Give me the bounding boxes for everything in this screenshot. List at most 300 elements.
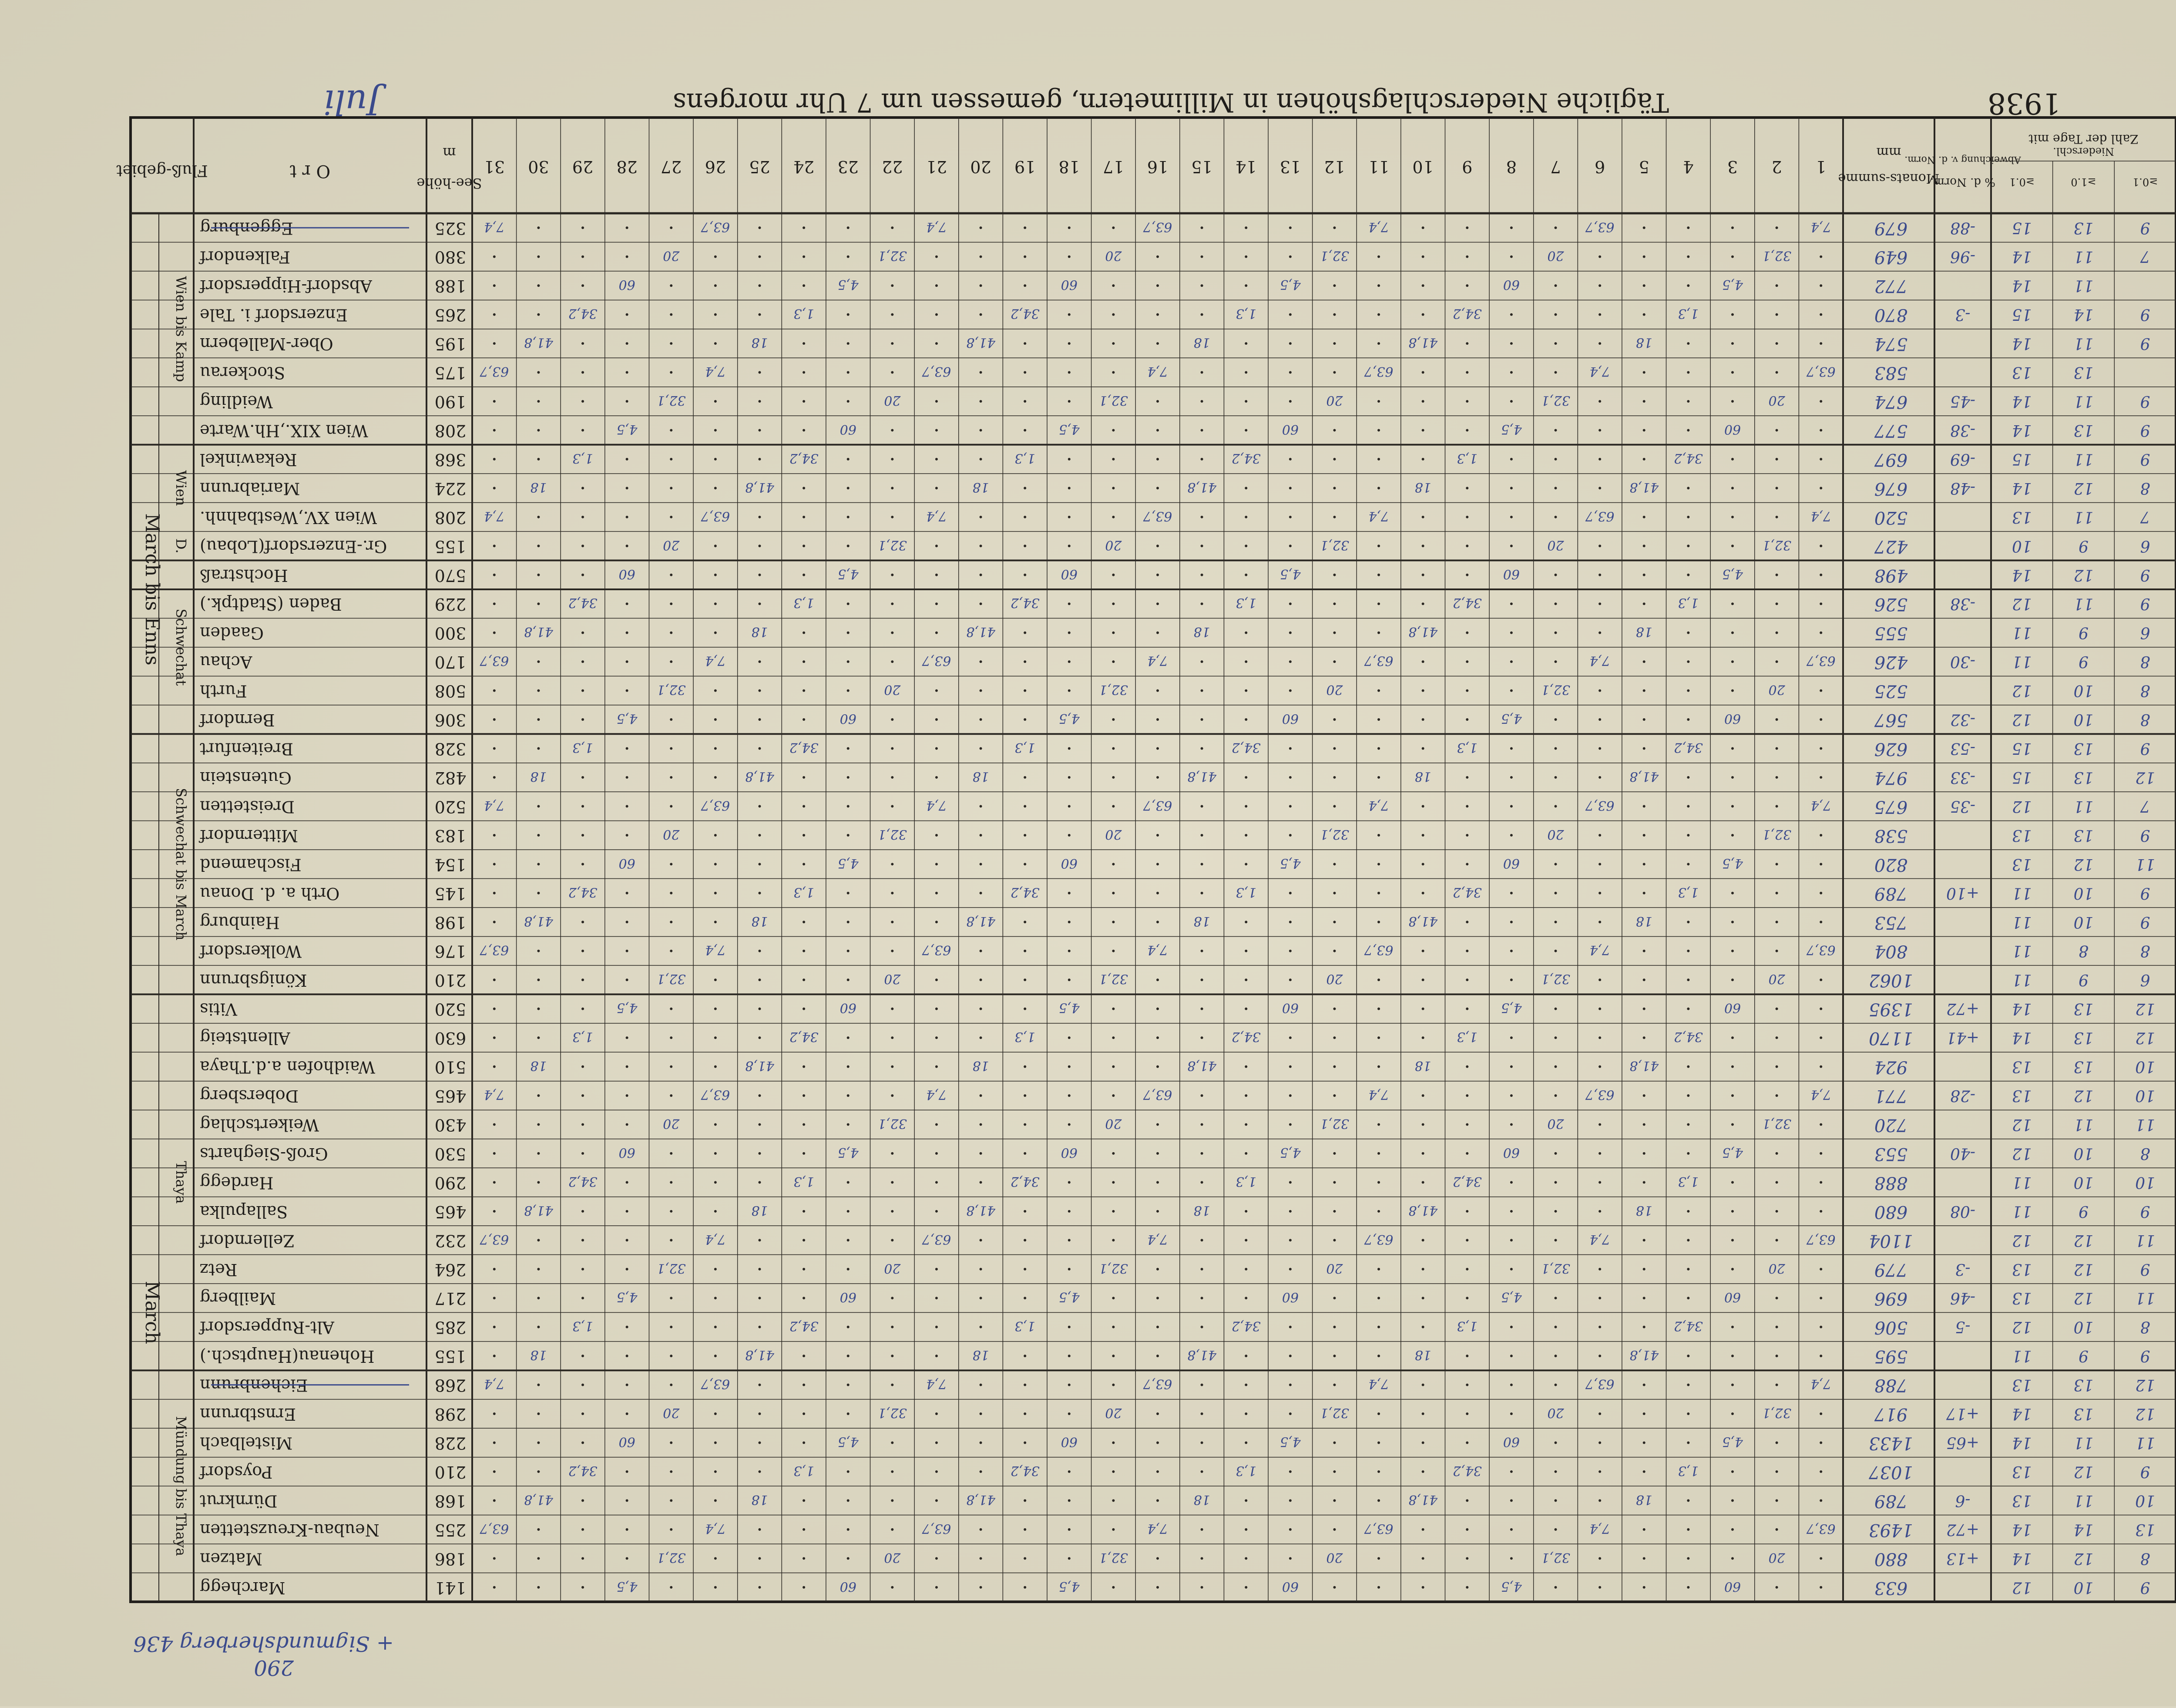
empty-cell-dot — [1687, 1441, 1689, 1444]
empty-cell-dot — [1555, 1008, 1557, 1010]
day-count: 9 — [2140, 739, 2150, 757]
daily-value: 18 — [1414, 1058, 1431, 1073]
empty-cell-dot — [714, 1355, 717, 1357]
empty-cell-dot — [670, 1586, 672, 1589]
daily-value: 1,3 — [572, 1029, 593, 1045]
monthly-sum: 720 — [1874, 1115, 1908, 1135]
empty-cell-dot — [758, 892, 761, 894]
empty-cell-dot — [1377, 458, 1380, 461]
empty-cell-dot — [1466, 632, 1468, 634]
daily-value: 4,5 — [1058, 1289, 1080, 1305]
empty-cell-dot — [493, 921, 496, 923]
empty-cell-dot — [1024, 1412, 1026, 1415]
empty-cell-dot — [537, 371, 540, 374]
daily-value: 34,2 — [1673, 450, 1703, 466]
empty-cell-dot — [1687, 284, 1689, 287]
empty-cell-dot — [1112, 632, 1115, 634]
empty-cell-dot — [1555, 1384, 1557, 1386]
empty-cell-dot — [891, 342, 893, 345]
daily-value: 32,1 — [1320, 1116, 1349, 1131]
empty-cell-dot — [803, 1499, 805, 1502]
empty-cell-dot — [1466, 660, 1468, 663]
daily-value: 20 — [1326, 1550, 1343, 1565]
empty-cell-dot — [1201, 429, 1203, 431]
empty-cell-dot — [493, 1355, 496, 1357]
empty-cell-dot — [1820, 574, 1822, 576]
empty-cell-dot — [891, 718, 893, 721]
day-count: 9 — [2079, 971, 2089, 989]
station-name: Ernstbrunn — [200, 1405, 296, 1424]
empty-cell-dot — [1201, 660, 1203, 663]
day-count: 9 — [2140, 826, 2150, 844]
empty-cell-dot — [1156, 1412, 1159, 1415]
daily-value: 32,1 — [877, 826, 907, 842]
empty-cell-dot — [1289, 1239, 1292, 1241]
empty-cell-dot — [537, 834, 540, 837]
empty-cell-dot — [1422, 689, 1424, 692]
empty-cell-dot — [1776, 1094, 1778, 1097]
daily-value: 41,8 — [966, 1202, 995, 1218]
daily-value: 34,2 — [789, 450, 819, 466]
station-hoehe: 208 — [434, 421, 467, 440]
header-seehoehe: See-höhe — [416, 175, 482, 192]
empty-cell-dot — [1820, 1066, 1822, 1068]
daily-value: 7,4 — [1810, 1087, 1832, 1103]
station-hoehe: 300 — [434, 623, 467, 643]
empty-cell-dot — [1245, 950, 1247, 952]
monthly-sum: 626 — [1874, 739, 1908, 759]
empty-cell-dot — [1820, 1123, 1822, 1126]
daily-value: 32,1 — [1762, 1405, 1791, 1421]
empty-cell-dot — [1820, 1441, 1822, 1444]
empty-cell-dot — [1643, 1470, 1645, 1473]
empty-cell-dot — [891, 1326, 893, 1328]
header-day-2: 2 — [1771, 157, 1782, 176]
daily-value: 18 — [972, 768, 989, 784]
empty-cell-dot — [980, 1297, 982, 1299]
daily-value: 1,3 — [793, 1463, 814, 1478]
empty-cell-dot — [891, 1239, 893, 1241]
empty-cell-dot — [493, 747, 496, 750]
day-count: 12 — [2011, 797, 2032, 815]
day-count: 13 — [2011, 508, 2032, 526]
empty-cell-dot — [803, 1412, 805, 1415]
day-count: 11 — [2011, 971, 2032, 989]
empty-cell-dot — [1466, 545, 1468, 547]
daily-value: 63,7 — [1585, 508, 1615, 524]
empty-cell-dot — [1598, 256, 1601, 258]
daily-value: 20 — [663, 826, 680, 842]
empty-cell-dot — [1068, 256, 1071, 258]
daily-value: 34,2 — [568, 1173, 598, 1189]
daily-value: 32,1 — [1098, 393, 1128, 408]
empty-cell-dot — [1687, 1268, 1689, 1271]
day-count: 9 — [2140, 334, 2150, 353]
empty-cell-dot — [493, 1008, 496, 1010]
day-count: 12 — [2073, 1231, 2094, 1249]
empty-cell-dot — [581, 1499, 584, 1502]
empty-cell-dot — [1598, 1297, 1601, 1299]
empty-cell-dot — [1776, 284, 1778, 287]
empty-cell-dot — [1598, 1123, 1601, 1126]
empty-cell-dot — [537, 950, 540, 952]
empty-cell-dot — [980, 1326, 982, 1328]
daily-value: 63,7 — [480, 653, 509, 669]
empty-cell-dot — [1333, 863, 1336, 865]
empty-cell-dot — [1466, 371, 1468, 374]
station-hoehe: 325 — [434, 219, 467, 238]
empty-cell-dot — [935, 1066, 938, 1068]
empty-cell-dot — [1156, 776, 1159, 779]
empty-cell-dot — [1643, 516, 1645, 518]
empty-cell-dot — [670, 747, 672, 750]
page-title: Tägliche Niederschlagshöhen in Millimetern, gemessen um 7 Uhr morgens — [673, 87, 1669, 118]
empty-cell-dot — [581, 1528, 584, 1531]
empty-cell-dot — [1024, 1297, 1026, 1299]
daily-value: 34,2 — [1673, 1029, 1703, 1045]
empty-cell-dot — [581, 487, 584, 489]
empty-cell-dot — [1068, 1326, 1071, 1328]
daily-value: 18 — [530, 479, 547, 495]
day-count: 15 — [2011, 305, 2032, 323]
station-name: Breitenfurt — [200, 739, 293, 759]
empty-cell-dot — [1156, 1036, 1159, 1039]
day-count: 10 — [2073, 1173, 2094, 1191]
empty-cell-dot — [803, 1268, 805, 1271]
empty-cell-dot — [493, 863, 496, 865]
empty-cell-dot — [1598, 458, 1601, 461]
empty-cell-dot — [935, 487, 938, 489]
empty-cell-dot — [714, 689, 717, 692]
empty-cell-dot — [1289, 371, 1292, 374]
daily-value: 18 — [530, 1058, 547, 1073]
empty-cell-dot — [1643, 1586, 1645, 1589]
empty-cell-dot — [493, 429, 496, 431]
daily-value: 20 — [1105, 1405, 1122, 1421]
empty-cell-dot — [714, 1326, 717, 1328]
empty-cell-dot — [1377, 1412, 1380, 1415]
empty-cell-dot — [1156, 400, 1159, 403]
empty-cell-dot — [1731, 892, 1734, 894]
daily-value: 1,3 — [1014, 1029, 1036, 1045]
empty-cell-dot — [1687, 950, 1689, 952]
empty-cell-dot — [493, 1297, 496, 1299]
day-count: 9 — [2140, 392, 2150, 410]
empty-cell-dot — [1820, 863, 1822, 865]
empty-cell-dot — [803, 487, 805, 489]
empty-cell-dot — [493, 718, 496, 721]
empty-cell-dot — [1510, 1412, 1513, 1415]
empty-cell-dot — [1156, 1326, 1159, 1328]
station-name: Dobersberg — [200, 1086, 299, 1106]
empty-cell-dot — [803, 1152, 805, 1155]
empty-cell-dot — [1333, 313, 1336, 316]
empty-cell-dot — [1731, 834, 1734, 837]
empty-cell-dot — [670, 602, 672, 605]
daily-value: 18 — [1193, 1492, 1210, 1507]
daily-value: 32,1 — [1098, 971, 1128, 987]
empty-cell-dot — [1466, 1123, 1468, 1126]
empty-cell-dot — [714, 632, 717, 634]
empty-cell-dot — [891, 1528, 893, 1531]
empty-cell-dot — [935, 602, 938, 605]
day-count: 9 — [2140, 1347, 2150, 1365]
empty-cell-dot — [626, 313, 628, 316]
empty-cell-dot — [758, 660, 761, 663]
empty-cell-dot — [1598, 1441, 1601, 1444]
day-count: 13 — [2073, 1375, 2094, 1394]
empty-cell-dot — [714, 400, 717, 403]
empty-cell-dot — [1820, 487, 1822, 489]
day-count: 9 — [2140, 305, 2150, 323]
empty-cell-dot — [1422, 747, 1424, 750]
header-day-3: 3 — [1727, 157, 1738, 176]
empty-cell-dot — [847, 660, 850, 663]
empty-cell-dot — [803, 226, 805, 229]
empty-cell-dot — [1776, 1499, 1778, 1502]
empty-cell-dot — [847, 400, 850, 403]
station-name: Weidling — [200, 392, 273, 412]
empty-cell-dot — [1377, 1181, 1380, 1183]
day-count: 13 — [2073, 1057, 2094, 1076]
empty-cell-dot — [1820, 632, 1822, 634]
empty-cell-dot — [935, 1470, 938, 1473]
empty-cell-dot — [1068, 834, 1071, 837]
daily-value: 20 — [1768, 393, 1785, 408]
daily-value: 18 — [1414, 768, 1431, 784]
empty-cell-dot — [537, 1036, 540, 1039]
empty-cell-dot — [1333, 458, 1336, 461]
daily-value: 60 — [1503, 1434, 1520, 1449]
station-hoehe: 170 — [434, 652, 467, 672]
empty-cell-dot — [1333, 805, 1336, 807]
empty-cell-dot — [1245, 632, 1247, 634]
empty-cell-dot — [1643, 1326, 1645, 1328]
empty-cell-dot — [803, 805, 805, 807]
daily-value: 63,7 — [1806, 1520, 1836, 1536]
empty-cell-dot — [1245, 400, 1247, 403]
day-count: 14 — [2011, 999, 2032, 1018]
station-name: Stockerau — [200, 363, 285, 383]
empty-cell-dot — [1776, 458, 1778, 461]
empty-cell-dot — [1510, 834, 1513, 837]
empty-cell-dot — [1643, 1239, 1645, 1241]
empty-cell-dot — [1201, 950, 1203, 952]
day-count: 12 — [2011, 1318, 2032, 1336]
station-name: Vitis — [200, 999, 237, 1019]
empty-cell-dot — [626, 1181, 628, 1183]
empty-cell-dot — [1245, 1499, 1247, 1502]
empty-cell-dot — [1510, 342, 1513, 345]
daily-value: 63,7 — [1806, 653, 1836, 669]
header-day-27: 27 — [661, 157, 682, 176]
empty-cell-dot — [1156, 284, 1159, 287]
station-name: Dreistetten — [200, 797, 295, 817]
empty-cell-dot — [1289, 1355, 1292, 1357]
empty-cell-dot — [1555, 950, 1557, 952]
empty-cell-dot — [847, 1094, 850, 1097]
empty-cell-dot — [626, 660, 628, 663]
empty-cell-dot — [1466, 1152, 1468, 1155]
empty-cell-dot — [626, 1123, 628, 1126]
day-count: 15 — [2011, 450, 2032, 468]
empty-cell-dot — [1687, 863, 1689, 865]
station-name: Eichenbrunn — [200, 1375, 308, 1395]
empty-cell-dot — [980, 1008, 982, 1010]
day-count: 10 — [2073, 1144, 2094, 1162]
daily-value: 1,3 — [1457, 740, 1478, 755]
day-count: 9 — [2079, 1202, 2089, 1220]
daily-value: 63,7 — [701, 1376, 730, 1392]
empty-cell-dot — [980, 371, 982, 374]
empty-cell-dot — [1156, 487, 1159, 489]
empty-cell-dot — [1466, 342, 1468, 345]
empty-cell-dot — [1377, 400, 1380, 403]
empty-cell-dot — [1024, 545, 1026, 547]
empty-cell-dot — [1333, 892, 1336, 894]
empty-cell-dot — [581, 545, 584, 547]
empty-cell-dot — [1731, 313, 1734, 316]
empty-cell-dot — [714, 1499, 717, 1502]
empty-cell-dot — [803, 371, 805, 374]
daily-value: 7,4 — [1368, 797, 1389, 813]
header-day-25: 25 — [749, 157, 770, 176]
day-count: 7 — [2140, 247, 2150, 266]
day-count: 11 — [2011, 884, 2032, 902]
daily-value: 1,3 — [1457, 450, 1478, 466]
empty-cell-dot — [1776, 313, 1778, 316]
deviation: -69 — [1950, 450, 1975, 468]
empty-cell-dot — [847, 487, 850, 489]
empty-cell-dot — [1245, 574, 1247, 576]
station-name: Hardegg — [200, 1173, 274, 1193]
empty-cell-dot — [1156, 574, 1159, 576]
daily-value: 41,8 — [1408, 1492, 1438, 1507]
empty-cell-dot — [1776, 1441, 1778, 1444]
empty-cell-dot — [1156, 1557, 1159, 1560]
empty-cell-dot — [1245, 1152, 1247, 1155]
empty-cell-dot — [1201, 1268, 1203, 1271]
empty-cell-dot — [1245, 1355, 1247, 1357]
empty-cell-dot — [1687, 1123, 1689, 1126]
empty-cell-dot — [670, 574, 672, 576]
empty-cell-dot — [935, 574, 938, 576]
empty-cell-dot — [935, 1499, 938, 1502]
empty-cell-dot — [1245, 226, 1247, 229]
empty-cell-dot — [1068, 1239, 1071, 1241]
empty-cell-dot — [1333, 226, 1336, 229]
empty-cell-dot — [1422, 1239, 1424, 1241]
empty-cell-dot — [626, 921, 628, 923]
daily-value: 7,4 — [926, 508, 947, 524]
empty-cell-dot — [1555, 1066, 1557, 1068]
empty-cell-dot — [1289, 487, 1292, 489]
daily-value: 18 — [1414, 1347, 1431, 1363]
empty-cell-dot — [581, 1268, 584, 1271]
empty-cell-dot — [1555, 371, 1557, 374]
empty-cell-dot — [1112, 1326, 1115, 1328]
empty-cell-dot — [1510, 950, 1513, 952]
header-day-24: 24 — [793, 157, 815, 176]
daily-value: 20 — [1105, 826, 1122, 842]
empty-cell-dot — [1820, 342, 1822, 345]
day-count: 9 — [2140, 1578, 2150, 1596]
daily-value: 18 — [751, 913, 768, 929]
empty-cell-dot — [803, 718, 805, 721]
empty-cell-dot — [935, 342, 938, 345]
empty-cell-dot — [935, 1586, 938, 1589]
empty-cell-dot — [935, 1412, 938, 1415]
empty-cell-dot — [1555, 776, 1557, 779]
empty-cell-dot — [803, 1123, 805, 1126]
empty-cell-dot — [1245, 284, 1247, 287]
empty-cell-dot — [980, 313, 982, 316]
day-count: 8 — [2140, 1144, 2150, 1162]
empty-cell-dot — [1245, 1094, 1247, 1097]
monthly-sum: 520 — [1874, 507, 1908, 528]
daily-value: 41,8 — [1187, 1347, 1217, 1363]
empty-cell-dot — [1112, 950, 1115, 952]
empty-cell-dot — [1024, 1499, 1026, 1502]
empty-cell-dot — [1112, 574, 1115, 576]
station-name: Neubau-Kreuzstetten — [200, 1520, 379, 1540]
empty-cell-dot — [1598, 776, 1601, 779]
empty-cell-dot — [1555, 747, 1557, 750]
empty-cell-dot — [537, 805, 540, 807]
empty-cell-dot — [1731, 1239, 1734, 1241]
empty-cell-dot — [1024, 1008, 1026, 1010]
empty-cell-dot — [847, 834, 850, 837]
day-count: 13 — [2011, 826, 2032, 844]
empty-cell-dot — [1112, 284, 1115, 287]
empty-cell-dot — [1112, 1384, 1115, 1386]
empty-cell-dot — [1245, 1008, 1247, 1010]
daily-value: 4,5 — [1058, 711, 1080, 726]
empty-cell-dot — [1510, 313, 1513, 316]
empty-cell-dot — [626, 1094, 628, 1097]
empty-cell-dot — [493, 1586, 496, 1589]
empty-cell-dot — [714, 602, 717, 605]
empty-cell-dot — [1687, 1586, 1689, 1589]
empty-cell-dot — [1333, 371, 1336, 374]
empty-cell-dot — [1112, 1586, 1115, 1589]
day-count: 13 — [2073, 1029, 2094, 1047]
empty-cell-dot — [1598, 1268, 1601, 1271]
empty-cell-dot — [537, 1008, 540, 1010]
empty-cell-dot — [847, 602, 850, 605]
empty-cell-dot — [1598, 284, 1601, 287]
empty-cell-dot — [935, 545, 938, 547]
empty-cell-dot — [980, 602, 982, 605]
empty-cell-dot — [1112, 1239, 1115, 1241]
header-day-26: 26 — [705, 157, 726, 176]
empty-cell-dot — [1377, 632, 1380, 634]
empty-cell-dot — [1555, 1326, 1557, 1328]
empty-cell-dot — [1510, 1355, 1513, 1357]
empty-cell-dot — [1598, 978, 1601, 981]
daily-value: 20 — [1547, 1405, 1564, 1421]
daily-value: 18 — [1635, 913, 1652, 929]
empty-cell-dot — [1422, 1036, 1424, 1039]
deviation: -38 — [1950, 595, 1975, 613]
daily-value: 1,3 — [1678, 1173, 1699, 1189]
station-hoehe: 264 — [434, 1260, 467, 1279]
empty-cell-dot — [1245, 1297, 1247, 1299]
empty-cell-dot — [935, 1210, 938, 1213]
empty-cell-dot — [1112, 718, 1115, 721]
daily-value: 1,3 — [793, 884, 814, 900]
empty-cell-dot — [493, 1210, 496, 1213]
